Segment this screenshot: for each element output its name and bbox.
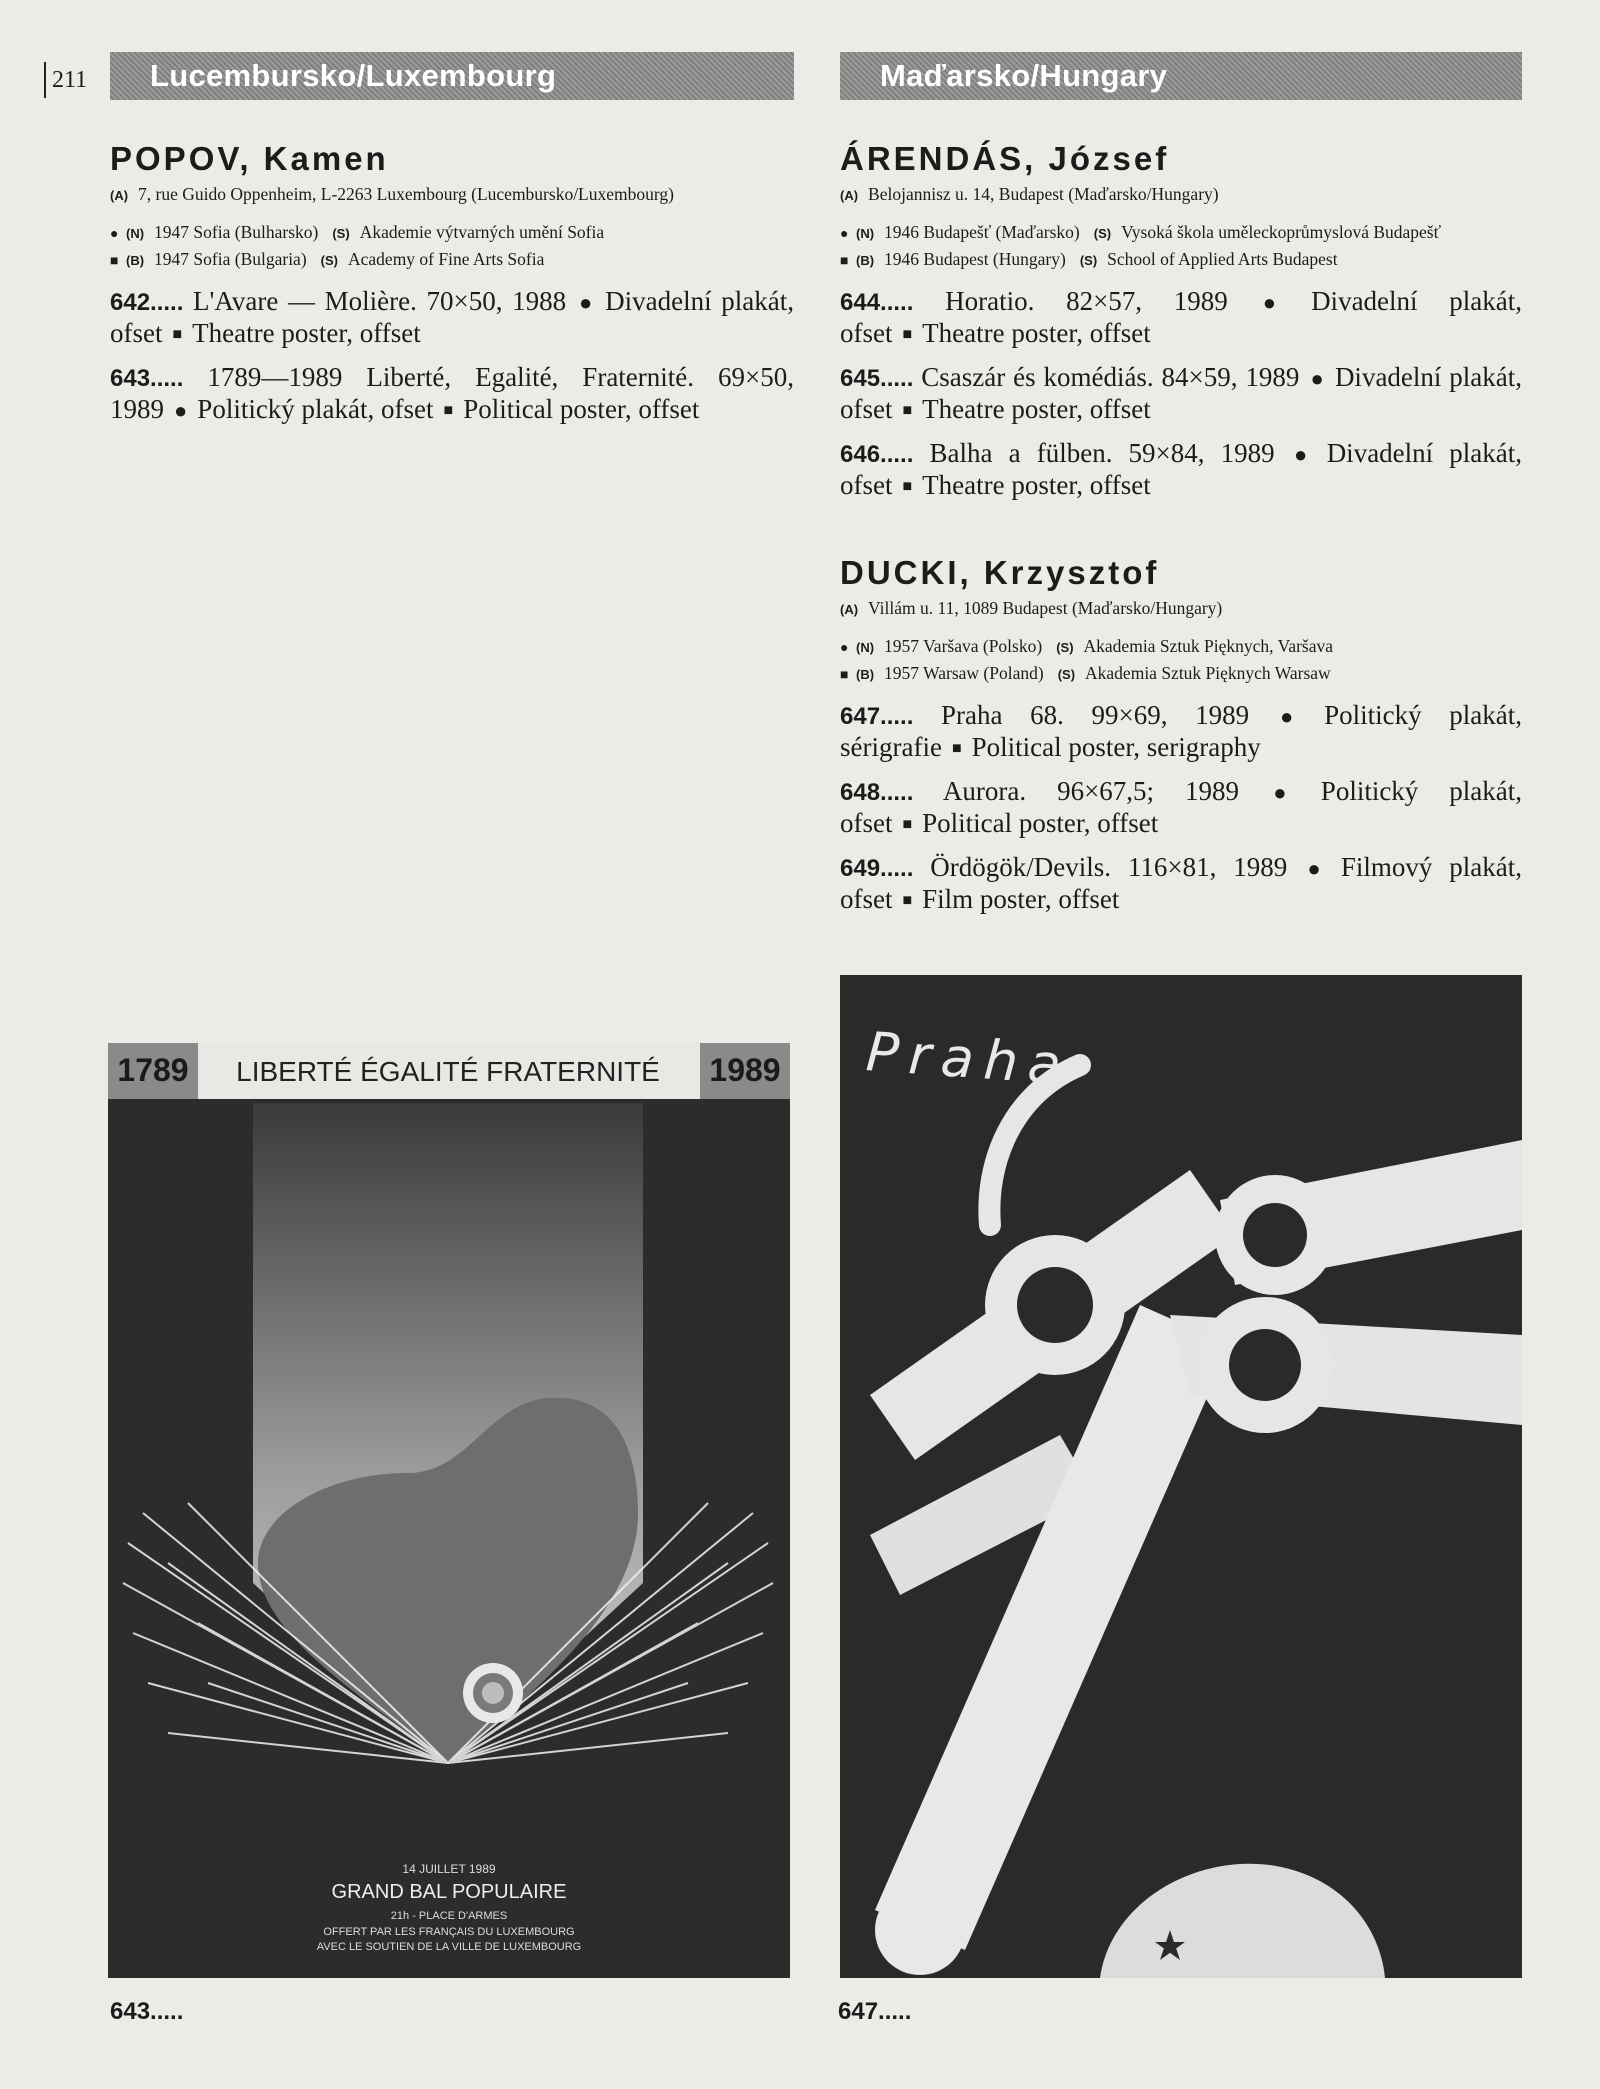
popov-address: (A) 7, rue Guido Oppenheim, L-2263 Luxembourg (Lucembursko/Luxembourg) xyxy=(110,184,674,204)
ducki-born-en: ■ (B) 1957 Warsaw (Poland) (S) Akademia Sztuk Pięknych Warsaw xyxy=(840,661,1522,688)
left-section-banner: Lucembursko/Luxembourg xyxy=(110,52,794,100)
caption-647: 647..... xyxy=(838,1998,912,2025)
popov-born-en: ■ (B) 1947 Sofia (Bulgaria) (S) Academy of Fine Arts Sofia xyxy=(110,247,794,274)
poster-event: GRAND BAL POPULAIRE xyxy=(331,1881,567,1903)
square-bullet-icon: ■ xyxy=(840,254,849,269)
caption-643: 643..... xyxy=(110,1998,184,2025)
cockade-inner xyxy=(482,1682,504,1704)
ducki-born-cz: ● (N) 1957 Varšava (Polsko) (S) Akademia Sztuk Pięknych, Varšava xyxy=(840,634,1522,661)
poster-support: AVEC LE SOUTIEN DE LA VILLE DE LUXEMBOURG xyxy=(316,1941,582,1953)
artist-name-popov: POPOV, Kamen xyxy=(110,140,389,177)
tube-lower-end xyxy=(875,1885,965,1975)
dot-bullet-icon: ● xyxy=(840,227,849,242)
right-column xyxy=(840,140,1522,916)
entry-642: 642..... L'Avare — Molière. 70×50, 1988 ● Divadelní plakát, ofset ■ Theatre poster, offset xyxy=(110,286,794,348)
poster-year-right: 1989 xyxy=(709,1052,781,1088)
ring-eight-bottom-hole xyxy=(1229,1329,1301,1401)
arendas-address: (A) Belojannisz u. 14, Budapest (Maďarsko/Hungary) xyxy=(840,184,1219,204)
ring-eight-top-hole xyxy=(1243,1203,1307,1267)
entry-647: 647..... Praha 68. 99×69, 1989 ● Politický plakát, sérigrafie ■ Political poster, serigraphy xyxy=(840,700,1522,762)
arendas-born-cz: ● (N) 1946 Budapešť (Maďarsko) (S) Vysoká škola uměleckoprůmyslová Budapešť xyxy=(840,220,1522,247)
square-bullet-icon: ■ xyxy=(110,254,119,269)
entry-646: 646..... Balha a fülben. 59×84, 1989 ● Divadelní plakát, ofset ■ Theatre poster, offset xyxy=(840,438,1522,500)
poster-647-title: Praha xyxy=(864,1020,1074,1098)
entry-645: 645..... Csaszár és komédiás. 84×59, 1989 ● Divadelní plakát, ofset ■ Theatre poster, offset xyxy=(840,362,1522,424)
square-bullet-icon: ■ xyxy=(840,668,849,683)
poster-motto: LIBERTÉ ÉGALITÉ FRATERNITÉ xyxy=(236,1056,660,1087)
poster-place: 21h - PLACE D'ARMES xyxy=(390,1910,508,1922)
right-section-banner: Maďarsko/Hungary xyxy=(840,52,1522,100)
entry-648: 648..... Aurora. 96×67,5; 1989 ● Politický plakát, ofset ■ Political poster, offset xyxy=(840,776,1522,838)
ducki-address: (A) Villám u. 11, 1089 Budapest (Maďarsko/Hungary) xyxy=(840,598,1223,618)
poster-647-image xyxy=(840,975,1522,1978)
artist-name-ducki: DUCKI, Krzysztof xyxy=(840,554,1160,591)
arendas-born-en: ■ (B) 1946 Budapest (Hungary) (S) School of Applied Arts Budapest xyxy=(840,247,1522,274)
poster-date: 14 JUILLET 1989 xyxy=(402,1862,496,1876)
entry-643: 643..... 1789—1989 Liberté, Egalité, Fraternité. 69×50, 1989 ● Politický plakát, ofset ■ Political poster, offset xyxy=(110,362,794,424)
entry-649: 649..... Ördögök/Devils. 116×81, 1989 ● Filmový plakát, ofset ■ Film poster, offset xyxy=(840,852,1522,914)
left-column xyxy=(110,140,794,426)
ring-six-hole xyxy=(1017,1267,1093,1343)
dot-bullet-icon: ● xyxy=(840,641,849,656)
poster-year-left: 1789 xyxy=(117,1052,189,1088)
page-number: 211 xyxy=(44,62,87,98)
popov-born-cz: ● (N) 1947 Sofia (Bulharsko) (S) Akademie výtvarných umění Sofia xyxy=(110,220,794,247)
dot-bullet-icon: ● xyxy=(110,227,119,242)
poster-offered: OFFERT PAR LES FRANÇAIS DU LUXEMBOURG xyxy=(323,1926,575,1938)
entry-644: 644..... Horatio. 82×57, 1989 ● Divadelní plakát, ofset ■ Theatre poster, offset xyxy=(840,286,1522,348)
artist-name-arendas: ÁRENDÁS, József xyxy=(840,140,1170,177)
poster-643-image xyxy=(108,1043,790,1978)
